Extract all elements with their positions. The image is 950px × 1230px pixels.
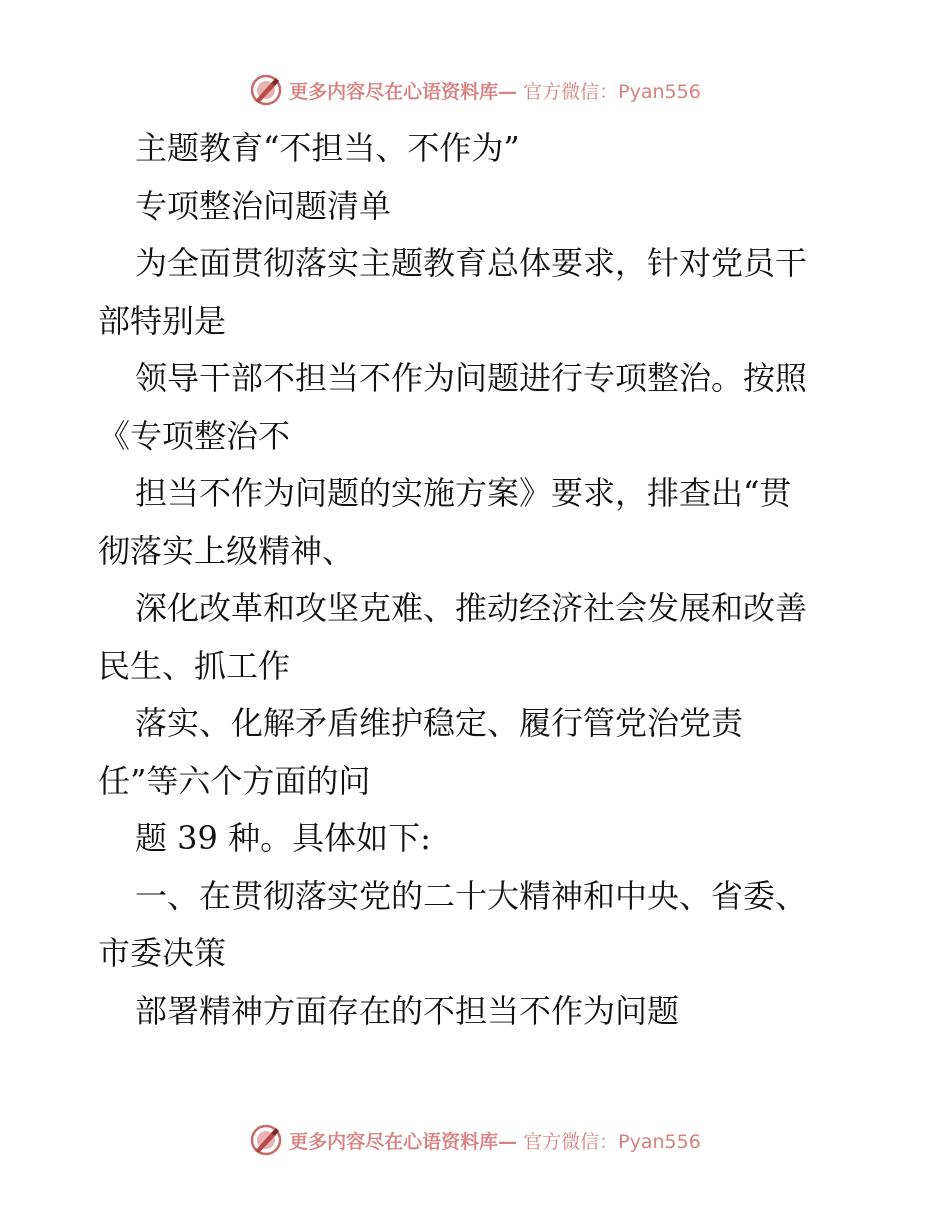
paragraph-line: 落实、化解矛盾维护稳定、履行管党治党责 xyxy=(135,704,744,742)
section-heading-line: 市委决策 xyxy=(98,934,227,972)
paragraph-line: 任”等六个方面的问 xyxy=(98,761,371,800)
footer-banner-wechat-text: 官方微信：Pyan556 xyxy=(523,1130,701,1153)
paragraph-line: 部特别是 xyxy=(98,301,227,340)
header-watermark-banner xyxy=(0,70,950,110)
section-heading-line: 一、在贯彻落实党的二十大精神和中央、省委、 xyxy=(135,876,808,915)
pen-circle-logo-icon xyxy=(249,1123,283,1157)
section-heading-line: 部署精神方面存在的不担当不作为问题 xyxy=(135,991,680,1030)
header-banner-wechat-text: 官方微信：Pyan556 xyxy=(523,80,701,103)
paragraph-line: 民生、抓工作 xyxy=(98,646,291,685)
doc-title-line-2: 专项整治问题清单 xyxy=(135,186,392,225)
paragraph-line: 题 39 种。具体如下: xyxy=(135,819,431,857)
footer-banner-main-text: 更多内容尽在心语资料库— xyxy=(289,1130,518,1153)
header-banner-main-text: 更多内容尽在心语资料库— xyxy=(289,80,518,103)
paragraph-line: 为全面贯彻落实主题教育总体要求，针对党员干 xyxy=(135,244,808,282)
paragraph-line: 担当不作为问题的实施方案》要求，排查出“贯 xyxy=(135,474,792,512)
paragraph-line: 领导干部不担当不作为问题进行专项整治。按照 xyxy=(135,359,808,397)
footer-watermark-banner xyxy=(0,1120,950,1160)
paragraph-line: 深化改革和攻坚克难、推动经济社会发展和改善 xyxy=(135,589,808,627)
paragraph-line: 彻落实上级精神、 xyxy=(98,531,355,570)
paragraph-line: 《专项整治不 xyxy=(98,416,291,455)
pen-circle-logo-icon xyxy=(249,73,283,107)
doc-title-line-1: 主题教育“不担当、不作为” xyxy=(135,129,520,167)
document-body xyxy=(98,120,858,1040)
